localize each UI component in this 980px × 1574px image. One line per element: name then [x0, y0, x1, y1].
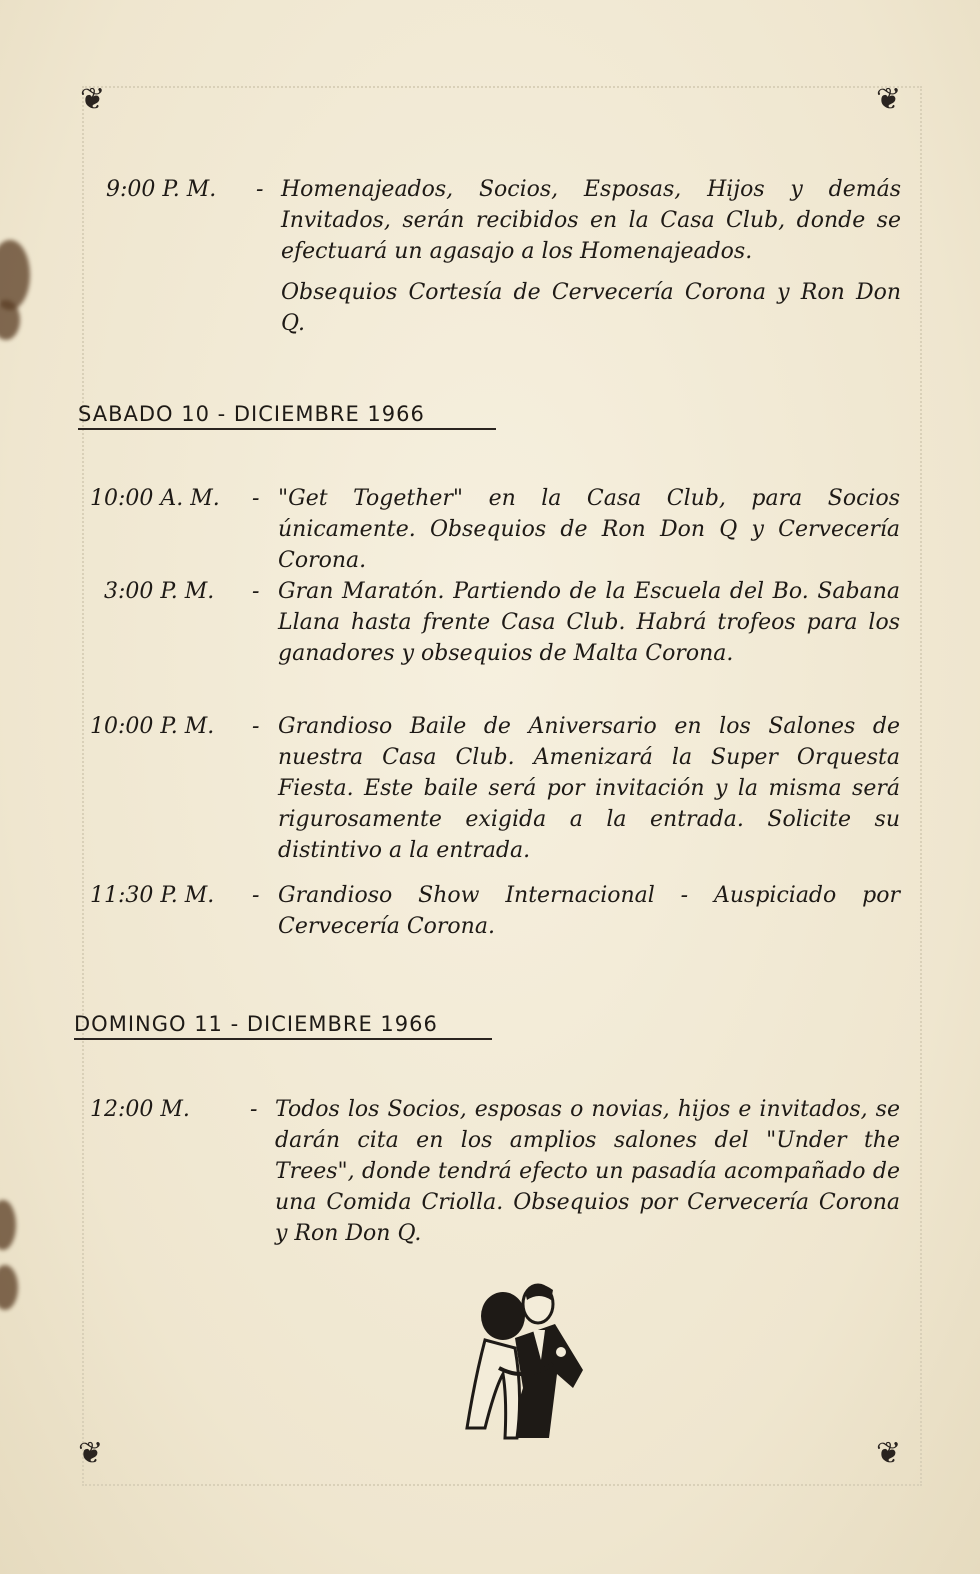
day-heading-sunday: DOMINGO 11 - DICIEMBRE 1966: [74, 1012, 492, 1040]
event-paragraph: Obsequios Cortesía de Cervecería Corona y Ron Don Q.: [281, 280, 901, 336]
day-heading-saturday: SABADO 10 - DICIEMBRE 1966: [78, 402, 496, 430]
event-text: Grandioso Baile de Aniversario en los Salones de nuestra Casa Club. Amenizará la Super Orquesta Fiesta. Este baile será por invitación y la misma será rigurosamente exigida a la entrada. Solicite su distintivo a la entrada.: [278, 714, 900, 863]
event-paragraph: Homenajeados, Socios, Esposas, Hijos y demás Invitados, serán recibidos en la Casa Club, donde se efectuará un agasajo a los Homenajeados.: [281, 177, 901, 264]
event-time: 10:00 A. M.: [90, 486, 220, 511]
event-dash: -: [252, 714, 260, 739]
event-text: Gran Maratón. Partiendo de la Escuela del Bo. Sabana Llana hasta frente Casa Club. Habrá trofeos para los ganadores y obsequios de Malta Corona.: [278, 579, 900, 666]
event-time: 12:00 M.: [90, 1097, 190, 1122]
ornament-bottom-right-icon: ❦: [876, 1436, 902, 1471]
event-text: Todos los Socios, esposas o novias, hijos e invitados, se darán cita en los amplios salones del "Under the Trees", donde tendrá efecto un pasadía acompañado de una Comida Criolla. Obsequios por Cervecería Corona y Ron Don Q.: [275, 1097, 900, 1246]
event-dash: -: [252, 579, 260, 604]
event-dash: -: [256, 177, 264, 202]
event-dash: -: [252, 883, 260, 908]
ornament-top-left-icon: ❦: [80, 82, 106, 117]
event-time: 3:00 P. M.: [104, 579, 215, 604]
event-text: "Get Together" en la Casa Club, para Socios únicamente. Obsequios de Ron Don Q y Cervecería Corona.: [278, 486, 900, 573]
event-text: Grandioso Show Internacional - Auspiciado por Cervecería Corona.: [278, 883, 900, 939]
dancing-couple-illustration: [445, 1278, 590, 1448]
event-dash: -: [252, 486, 260, 511]
ornament-top-right-icon: ❦: [876, 82, 902, 117]
ornament-bottom-left-icon: ❦: [78, 1436, 104, 1471]
event-time: 11:30 P. M.: [90, 883, 215, 908]
stain: [0, 1265, 18, 1310]
stain: [0, 1200, 16, 1250]
event-dash: -: [250, 1097, 258, 1122]
event-time: 9:00 P. M.: [106, 177, 217, 202]
event-time: 10:00 P. M.: [90, 714, 215, 739]
event-text: [281, 174, 901, 349]
